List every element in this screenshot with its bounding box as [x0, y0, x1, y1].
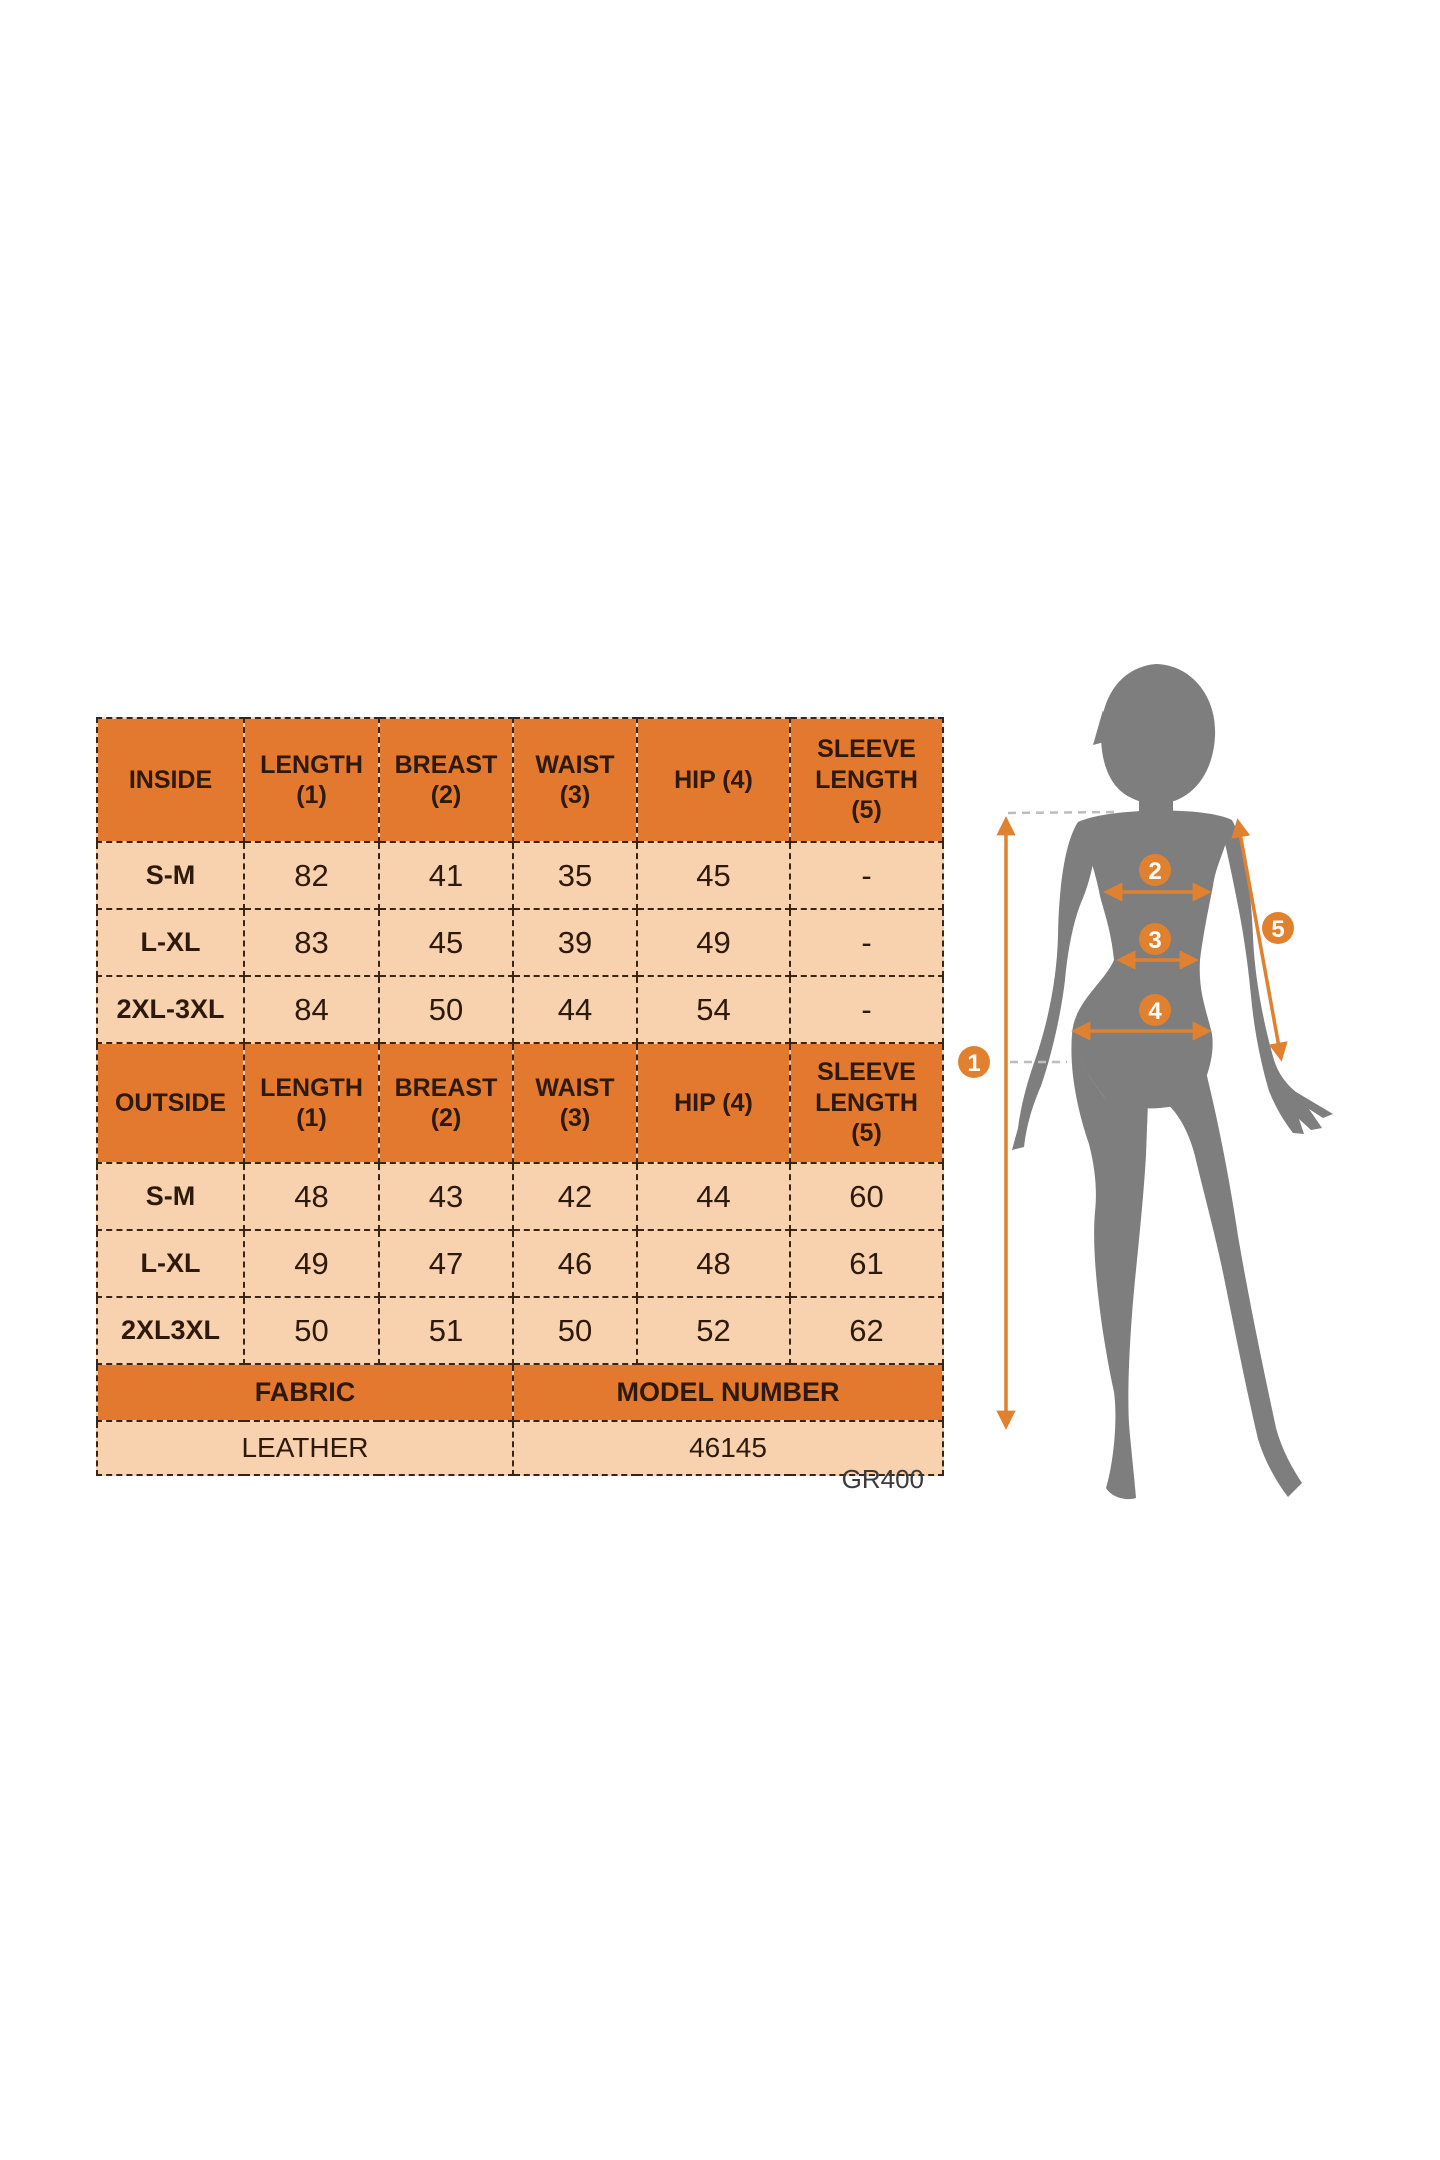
section-title-inside: INSIDE [97, 718, 244, 842]
marker-badge-3 [1139, 923, 1171, 955]
cell-value: 44 [637, 1163, 790, 1230]
marker-badge-5 [1262, 912, 1294, 944]
size-label: 2XL-3XL [97, 976, 244, 1043]
table-row [97, 842, 943, 909]
col-header-hip: HIP (4) [637, 1043, 790, 1163]
footer-label-row [97, 1364, 943, 1421]
shoulder-guide-dash [1008, 812, 1117, 813]
cell-value: - [790, 976, 943, 1043]
body-silhouette-diagram [955, 650, 1405, 1520]
cell-value: 60 [790, 1163, 943, 1230]
cell-value: 46 [513, 1230, 637, 1297]
cell-value: 48 [244, 1163, 379, 1230]
product-code-label: GR400 [841, 1464, 924, 1494]
cell-value: 52 [637, 1297, 790, 1364]
fabric-value: LEATHER [97, 1421, 513, 1475]
cell-value: 45 [637, 842, 790, 909]
table-row [97, 976, 943, 1043]
col-header-hip: HIP (4) [637, 718, 790, 842]
cell-value: 49 [244, 1230, 379, 1297]
cell-value: 41 [379, 842, 513, 909]
cell-value: 39 [513, 909, 637, 976]
col-header-waist: WAIST (3) [513, 1043, 637, 1163]
cell-value: 50 [379, 976, 513, 1043]
model-number-value: 46145 [513, 1421, 943, 1475]
inside-header-row [97, 718, 943, 842]
model-number-label: MODEL NUMBER [513, 1364, 943, 1421]
marker-badge-2 [1139, 854, 1171, 886]
col-header-sleeve: SLEEVE LENGTH (5) [790, 718, 943, 842]
cell-value: 61 [790, 1230, 943, 1297]
marker-number: 2 [1148, 858, 1162, 885]
table-row [97, 1297, 943, 1364]
col-header-sleeve: SLEEVE LENGTH (5) [790, 1043, 943, 1163]
section-title-outside: OUTSIDE [97, 1043, 244, 1163]
size-chart [96, 717, 944, 1476]
table-row [97, 1163, 943, 1230]
cell-value: 50 [513, 1297, 637, 1364]
marker-number: 1 [967, 1050, 981, 1077]
size-label: 2XL3XL [97, 1297, 244, 1364]
cell-value: 48 [637, 1230, 790, 1297]
cell-value: 62 [790, 1297, 943, 1364]
cell-value: 49 [637, 909, 790, 976]
cell-value: 44 [513, 976, 637, 1043]
size-chart-table [96, 717, 944, 1476]
cell-value: - [790, 842, 943, 909]
table-row [97, 1230, 943, 1297]
cell-value: 35 [513, 842, 637, 909]
marker-badge-4 [1139, 994, 1171, 1026]
cell-value: - [790, 909, 943, 976]
table-row [97, 909, 943, 976]
cell-value: 43 [379, 1163, 513, 1230]
size-label: L-XL [97, 909, 244, 976]
col-header-length: LENGTH (1) [244, 1043, 379, 1163]
col-header-length: LENGTH (1) [244, 718, 379, 842]
col-header-breast: BREAST (2) [379, 718, 513, 842]
size-label: L-XL [97, 1230, 244, 1297]
cell-value: 82 [244, 842, 379, 909]
marker-number: 3 [1148, 927, 1162, 954]
col-header-breast: BREAST (2) [379, 1043, 513, 1163]
measurement-figure [955, 650, 1405, 1520]
col-header-waist: WAIST (3) [513, 718, 637, 842]
marker-badge-1 [958, 1046, 990, 1078]
outside-header-row [97, 1043, 943, 1163]
cell-value: 47 [379, 1230, 513, 1297]
cell-value: 84 [244, 976, 379, 1043]
fabric-label: FABRIC [97, 1364, 513, 1421]
cell-value: 50 [244, 1297, 379, 1364]
cell-value: 83 [244, 909, 379, 976]
cell-value: 42 [513, 1163, 637, 1230]
woman-silhouette [1012, 664, 1333, 1499]
size-label: S-M [97, 842, 244, 909]
cell-value: 51 [379, 1297, 513, 1364]
cell-value: 45 [379, 909, 513, 976]
marker-number: 5 [1271, 916, 1285, 943]
size-label: S-M [97, 1163, 244, 1230]
marker-number: 4 [1148, 998, 1162, 1025]
cell-value: 54 [637, 976, 790, 1043]
